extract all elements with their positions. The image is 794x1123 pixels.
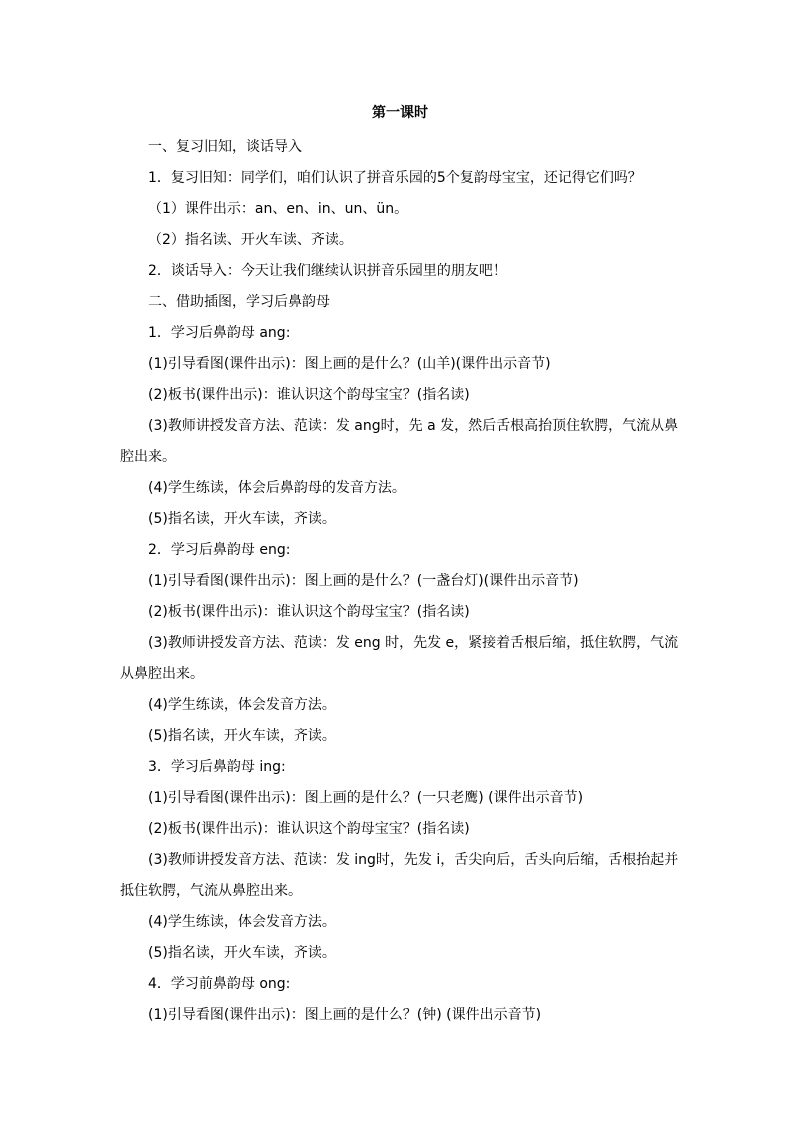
paragraph: (2)板书(课件出示)：谁认识这个韵母宝宝？(指名读)	[148, 604, 470, 620]
paragraph: (1)引导看图(课件出示)：图上画的是什么？(山羊)(课件出示音节)	[148, 356, 551, 372]
subheading-ing: 3．学习后鼻韵母 ing:	[148, 759, 286, 775]
paragraph: (5)指名读，开火车读，齐读。	[148, 945, 336, 961]
paragraph: (4)学生练读，体会后鼻韵母的发音方法。	[148, 480, 406, 496]
paragraph: (5)指名读，开火车读，齐读。	[148, 511, 336, 527]
paragraph: (1)引导看图(课件出示)：图上画的是什么？(钟) (课件出示音节)	[148, 1007, 542, 1023]
paragraph: (3)教师讲授发音方法、范读：发 ing时，先发 i，舌尖向后，舌头向后缩，舌根抬起并抵住软腭，气流从鼻腔出来。	[120, 852, 679, 899]
section-heading-learn: 二、借助插图，学习后鼻韵母	[148, 294, 330, 310]
page-title: 第一课时	[372, 105, 428, 121]
paragraph: （2）指名读、开火车读、齐读。	[148, 232, 353, 248]
paragraph-list	[120, 132, 680, 1031]
paragraph: (1)引导看图(课件出示)：图上画的是什么？(一盏台灯)(课件出示音节)	[148, 573, 579, 589]
section-heading-review: 一、复习旧知，谈话导入	[148, 139, 302, 155]
subheading-ong: 4．学习前鼻韵母 ong:	[148, 976, 291, 992]
subheading-ang: 1．学习后鼻韵母 ang:	[148, 325, 291, 341]
paragraph: （1）课件出示：an、en、in、un、ün。	[148, 201, 409, 217]
paragraph: (3)教师讲授发音方法、范读：发 ang时，先 a 发，然后舌根高抬顶住软腭，气流从鼻腔出来。	[120, 418, 679, 465]
paragraph: (2)板书(课件出示)：谁认识这个韵母宝宝？(指名读)	[148, 387, 470, 403]
paragraph: (4)学生练读，体会发音方法。	[148, 697, 336, 713]
paragraph: (1)引导看图(课件出示)：图上画的是什么？(一只老鹰) (课件出示音节)	[148, 790, 584, 806]
paragraph: 2．谈话导入：今天让我们继续认识拼音乐园里的朋友吧！	[148, 263, 507, 279]
paragraph: (4)学生练读，体会发音方法。	[148, 914, 336, 930]
document-body	[120, 100, 680, 1031]
paragraph: (2)板书(课件出示)：谁认识这个韵母宝宝？(指名读)	[148, 821, 470, 837]
paragraph: 1．复习旧知：同学们，咱们认识了拼音乐园的5个复韵母宝宝，还记得它们吗？	[148, 170, 642, 186]
subheading-eng: 2．学习后鼻韵母 eng:	[148, 542, 291, 558]
paragraph: (5)指名读，开火车读，齐读。	[148, 728, 336, 744]
paragraph: (3)教师讲授发音方法、范读：发 eng 时，先发 e，紧接着舌根后缩，抵住软腭，气流从鼻腔出来。	[120, 635, 679, 682]
